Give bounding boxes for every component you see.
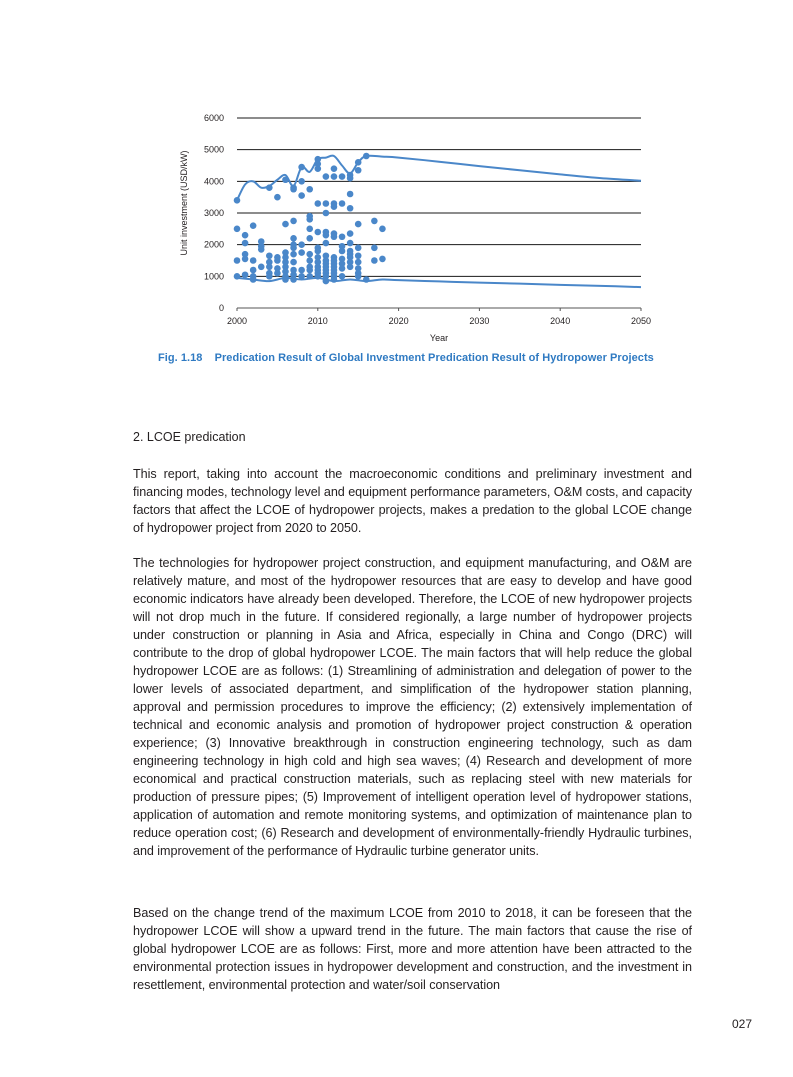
- data-point: [371, 245, 378, 252]
- data-point: [250, 257, 257, 264]
- lower-envelope-line: [237, 278, 641, 287]
- data-point: [331, 203, 338, 210]
- x-tick-label: 2010: [307, 316, 328, 326]
- data-point: [274, 194, 281, 201]
- data-point: [234, 273, 241, 280]
- data-point: [339, 233, 346, 240]
- data-point: [347, 240, 354, 247]
- paragraph-3: Based on the change trend of the maximum LCOE from 2010 to 2018, it can be foreseen that the hydropower LCOE will show a upward trend in the future. The main factors that cause the rise of global hydropower LCOE are as follows: First, more and more attention have been attracted to the environmental protection issues in hydropower development and construction, and the investment in resettlement, environmental protection and water/soil conservation: [133, 906, 692, 992]
- data-point: [323, 173, 330, 180]
- data-point: [266, 252, 273, 259]
- data-point: [242, 256, 249, 263]
- paragraph-1: This report, taking into account the macroeconomic conditions and preliminary investment and financing modes, technology level and equipment performance parameters, O&M costs, and capacity factors that affect the LCOE of hydropower projects, makes a predation to the global LCOE change of hydropower project from 2020 to 2050.: [133, 467, 692, 535]
- data-point: [282, 221, 289, 228]
- data-point: [315, 165, 322, 172]
- data-point: [306, 273, 313, 280]
- data-point: [290, 251, 297, 258]
- data-point: [331, 276, 338, 283]
- data-point: [339, 273, 346, 280]
- data-point: [339, 173, 346, 180]
- data-point: [266, 264, 273, 271]
- data-point: [323, 210, 330, 217]
- data-point: [274, 270, 281, 277]
- x-tick-label: 2020: [388, 316, 409, 326]
- data-point: [306, 226, 313, 233]
- data-point: [242, 232, 249, 239]
- data-point: [306, 216, 313, 223]
- data-point: [306, 251, 313, 258]
- data-point: [323, 200, 330, 207]
- data-point: [355, 159, 362, 166]
- envelope-lines: [237, 156, 641, 287]
- data-point: [242, 271, 249, 278]
- data-point: [371, 218, 378, 225]
- data-point: [315, 273, 322, 280]
- data-point: [234, 197, 241, 204]
- data-point: [347, 205, 354, 212]
- data-point: [298, 267, 305, 274]
- data-point: [371, 257, 378, 264]
- figure-caption: [158, 352, 654, 364]
- y-tick-label: 6000: [203, 113, 224, 123]
- x-axis-title: Year: [429, 333, 449, 343]
- data-point: [339, 265, 346, 272]
- data-point: [266, 273, 273, 280]
- data-point: [339, 248, 346, 255]
- data-point: [355, 245, 362, 252]
- data-point: [323, 278, 330, 285]
- data-point: [298, 273, 305, 280]
- data-point: [298, 178, 305, 185]
- data-point: [306, 267, 313, 274]
- data-point: [355, 273, 362, 280]
- y-tick-label: 2000: [203, 239, 224, 250]
- data-point: [258, 264, 265, 271]
- data-point: [315, 200, 322, 207]
- y-tick-label: 5000: [203, 144, 224, 155]
- y-axis-title: Unit investment (USD/kW): [179, 150, 189, 256]
- data-point: [347, 175, 354, 182]
- data-point: [315, 229, 322, 236]
- data-point: [258, 246, 265, 253]
- data-point: [290, 259, 297, 266]
- data-point: [331, 233, 338, 240]
- data-point: [234, 226, 241, 233]
- data-point: [282, 176, 289, 183]
- data-point: [274, 257, 281, 264]
- data-point: [298, 164, 305, 171]
- y-tick-label: 0: [218, 303, 224, 313]
- y-tick-label: 4000: [203, 176, 224, 187]
- data-point: [282, 276, 289, 283]
- figure-number: Fig. 1.18: [158, 352, 203, 364]
- data-point: [355, 252, 362, 259]
- grid-lines: [237, 118, 641, 276]
- data-point: [339, 200, 346, 207]
- section-heading: 2. LCOE predication: [133, 430, 246, 444]
- data-point: [234, 257, 241, 264]
- data-point: [306, 235, 313, 242]
- data-point: [250, 222, 257, 229]
- data-point: [347, 264, 354, 271]
- data-point: [266, 184, 273, 191]
- page-number: 027: [732, 1017, 753, 1031]
- data-point: [379, 256, 386, 263]
- data-point: [355, 221, 362, 228]
- data-point: [355, 259, 362, 266]
- data-point: [290, 186, 297, 193]
- x-tick-labels: [227, 316, 651, 326]
- axes: [237, 308, 641, 311]
- data-point: [298, 249, 305, 256]
- data-point: [290, 235, 297, 242]
- x-tick-label: 2050: [630, 316, 652, 326]
- x-tick-label: 2000: [226, 316, 248, 326]
- y-tick-label: 1000: [203, 271, 224, 282]
- data-point: [355, 167, 362, 174]
- data-point: [250, 267, 257, 274]
- data-point: [323, 240, 330, 247]
- data-point: [242, 240, 249, 247]
- data-point: [331, 173, 338, 180]
- data-point: [290, 245, 297, 252]
- figure-caption-text: Predication Result of Global Investment Predication Result of Hydropower Projects: [214, 352, 654, 364]
- data-point: [363, 276, 370, 283]
- data-point: [298, 241, 305, 248]
- data-point: [323, 232, 330, 239]
- data-point: [306, 257, 313, 264]
- data-point: [306, 186, 313, 193]
- data-point: [347, 191, 354, 198]
- data-point: [298, 192, 305, 199]
- data-point: [331, 165, 338, 172]
- data-point: [250, 276, 257, 283]
- data-point: [379, 226, 386, 233]
- paragraph-2: The technologies for hydropower project construction, and equipment manufacturing, and O&M are relatively mature, and most of the hydropower resources that are easy to develop and have good economic indicators have already been developed. Therefore, the LCOE of new hydropower projects will not drop much in the future. If considered regionally, a large number of hydropower projects under construction or planning in Asia and Africa, especially in China and Congo (DRC) will contribute to the drop of global hydropower LCOE. The main factors that will help reduce the global hydropower LCOE are as follows: (1) Streamlining of administration and delegation of power to the lower levels of associated department, and simplification of the hydropower station planning, approval and permission procedures to improve the efficiency; (2) extensively implementation of technical and economic analysis and promotion of hydropower project construction & operation experience; (3) Innovative breakthrough in construction engineering technology, such as dam engineering technology in high cold and high sea waves; (4) Research and development of more economical and practical construction materials, such as replacing steel with new materials for production of pressure pipes; (5) Improvement of intelligent operation level of hydropower stations, application of automation and remote monitoring systems, and optimization of maintenance plan to reduce operation cost; (6) Research and development of environmentally-friendly Hydraulic turbines, and improvement of the performance of Hydraulic turbine generator units.: [133, 556, 692, 858]
- x-tick-label: 2030: [469, 316, 490, 326]
- x-tick-label: 2040: [550, 316, 571, 326]
- data-point: [290, 218, 297, 225]
- y-tick-labels: [204, 113, 224, 313]
- data-point: [363, 153, 370, 160]
- y-tick-label: 3000: [203, 208, 224, 218]
- data-point: [315, 248, 322, 255]
- investment-chart: [0, 0, 793, 345]
- upper-envelope-line: [237, 156, 641, 201]
- data-point: [347, 230, 354, 237]
- data-point: [290, 276, 297, 283]
